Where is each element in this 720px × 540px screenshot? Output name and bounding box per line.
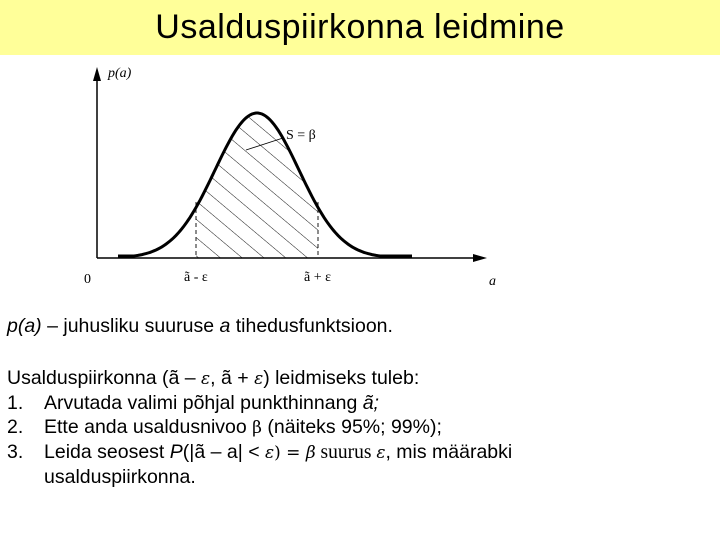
- y-axis-arrow: [93, 67, 101, 81]
- upper-bound-label: ã + ε: [304, 270, 331, 285]
- beta-symbol: β: [252, 418, 262, 438]
- epsilon-symbol: ε: [201, 369, 211, 389]
- step-3-italic-p: P: [169, 441, 183, 463]
- step-number: 2.: [7, 416, 24, 438]
- step-1-text: Arvutada valimi põhjal punkthinnang: [44, 392, 363, 414]
- step-number: 3.: [7, 441, 24, 463]
- page-title: Usalduspiirkonna leidmine: [155, 8, 565, 46]
- step-3-cont-text: usalduspiirkonna.: [44, 466, 196, 488]
- step-2-text: Ette anda usaldusnivoo: [44, 416, 253, 438]
- epsilon-symbol: ε: [254, 369, 264, 389]
- density-diagram: [0, 55, 720, 305]
- step-1-italic: ã;: [362, 392, 379, 414]
- instructions: [7, 366, 512, 489]
- step-2: [7, 415, 512, 440]
- caption-rest: tihedusfunktsioon.: [230, 315, 393, 337]
- intro-line: [7, 366, 512, 391]
- caption-pa: p(a): [7, 315, 42, 337]
- step-3-suurus: suurus: [315, 442, 377, 463]
- intro-text-2: , ã +: [210, 367, 255, 389]
- intro-text-1: Usalduspiirkonna (ã –: [7, 367, 202, 389]
- intro-text-3: ) leidmiseks tuleb:: [263, 367, 420, 389]
- step-3-equals: ) =: [274, 443, 306, 463]
- step-3-text-4: , mis määrabki: [385, 441, 513, 463]
- area-label: S = β: [286, 128, 316, 143]
- x-axis-arrow: [473, 254, 487, 262]
- caption-text: – juhusliku suuruse: [41, 315, 220, 337]
- epsilon-symbol: ε: [265, 443, 275, 463]
- origin-label: 0: [84, 272, 91, 287]
- caption: [7, 314, 393, 338]
- epsilon-symbol: ε: [376, 443, 386, 463]
- lower-bound-label: ã - ε: [184, 270, 208, 285]
- step-1: [7, 391, 512, 415]
- step-3-continuation: [7, 465, 512, 489]
- beta-symbol: β: [305, 443, 316, 463]
- y-axis-label: p(a): [108, 66, 132, 81]
- step-3-text-2: (|ã – a| <: [182, 441, 265, 463]
- step-3-text: Leida seosest: [44, 441, 170, 463]
- step-number: 1.: [7, 392, 24, 414]
- step-3: [7, 440, 512, 465]
- x-axis-label: a: [489, 274, 496, 289]
- step-2-text-2: (näiteks 95%; 99%);: [261, 416, 442, 438]
- caption-a: a: [219, 315, 231, 337]
